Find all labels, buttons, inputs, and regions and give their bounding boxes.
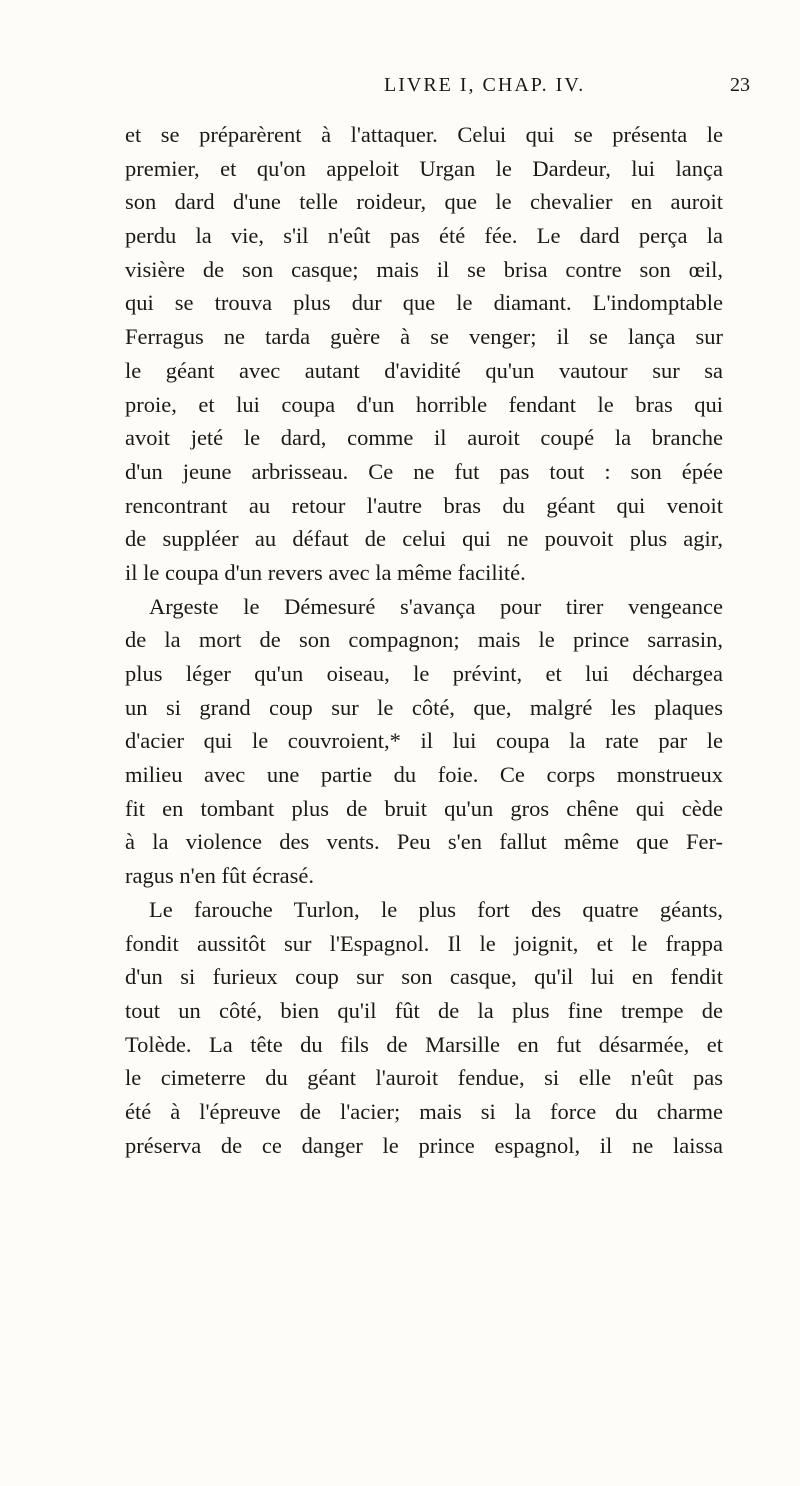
running-title: LIVRE I, CHAP. IV.: [384, 74, 586, 96]
text-line: fit en tombant plus de bruit qu'un gros chêne qui cède: [125, 795, 723, 821]
text-line: rencontrant au retour l'autre bras du géant qui venoit: [125, 492, 723, 518]
text-line: avoit jeté le dard, comme il auroit coupé la branche: [125, 425, 723, 451]
text-line: fondit aussitôt sur l'Espagnol. Il le joignit, et le frappa: [125, 930, 723, 956]
text-line: premier, et qu'on appeloit Urgan le Dardeur, lui lança: [125, 155, 723, 181]
text-line: milieu avec une partie du foie. Ce corps monstrueux: [125, 762, 723, 788]
text-line: son dard d'une telle roideur, que le chevalier en auroit: [125, 189, 723, 215]
body-text: [125, 118, 723, 1162]
text-line: le géant avec autant d'avidité qu'un vautour sur sa: [125, 357, 723, 383]
text-line: et se préparèrent à l'attaquer. Celui qui se présenta le: [125, 122, 723, 147]
text-line: ragus n'en fût écrasé.: [125, 863, 314, 889]
text-line: il le coupa d'un revers avec la même facilité.: [125, 559, 526, 585]
text-line: de suppléer au défaut de celui qui ne pouvoit plus agir,: [125, 526, 723, 552]
text-line: tout un côté, bien qu'il fût de la plus fine trempe de: [125, 997, 723, 1023]
text-line: de la mort de son compagnon; mais le prince sarrasin,: [125, 627, 723, 653]
text-line: perdu la vie, s'il n'eût pas été fée. Le dard perça la: [125, 223, 723, 249]
text-line: proie, et lui coupa d'un horrible fendant le bras qui: [125, 391, 723, 417]
text-line: un si grand coup sur le côté, que, malgré les plaques: [125, 694, 723, 720]
text-line: à la violence des vents. Peu s'en fallut même que Fer-: [125, 829, 723, 855]
text-line: d'un jeune arbrisseau. Ce ne fut pas tout : son épée: [125, 458, 723, 484]
page-number: 23: [730, 74, 750, 96]
text-line: été à l'épreuve de l'acier; mais si la force du charme: [125, 1098, 723, 1124]
text-line: le cimeterre du géant l'auroit fendue, si elle n'eût pas: [125, 1065, 723, 1091]
text-line: visière de son casque; mais il se brisa contre son œil,: [125, 256, 723, 282]
text-line: qui se trouva plus dur que le diamant. L'indomptable: [125, 290, 723, 316]
text-line: préserva de ce danger le prince espagnol, il ne laissa: [125, 1132, 723, 1158]
text-line: d'un si furieux coup sur son casque, qu'il lui en fendit: [125, 964, 723, 990]
running-head: [0, 74, 800, 104]
text-line: Le farouche Turlon, le plus fort des quatre géants,: [149, 896, 723, 922]
text-line: Argeste le Démesuré s'avança pour tirer vengeance: [149, 593, 723, 619]
text-line: plus léger qu'un oiseau, le prévint, et lui déchargea: [125, 661, 723, 686]
text-line: Ferragus ne tarda guère à se venger; il se lança sur: [125, 324, 723, 350]
text-line: Tolède. La tête du fils de Marsille en fut désarmée, et: [125, 1031, 723, 1057]
text-line: d'acier qui le couvroient,* il lui coupa la rate par le: [125, 728, 723, 754]
